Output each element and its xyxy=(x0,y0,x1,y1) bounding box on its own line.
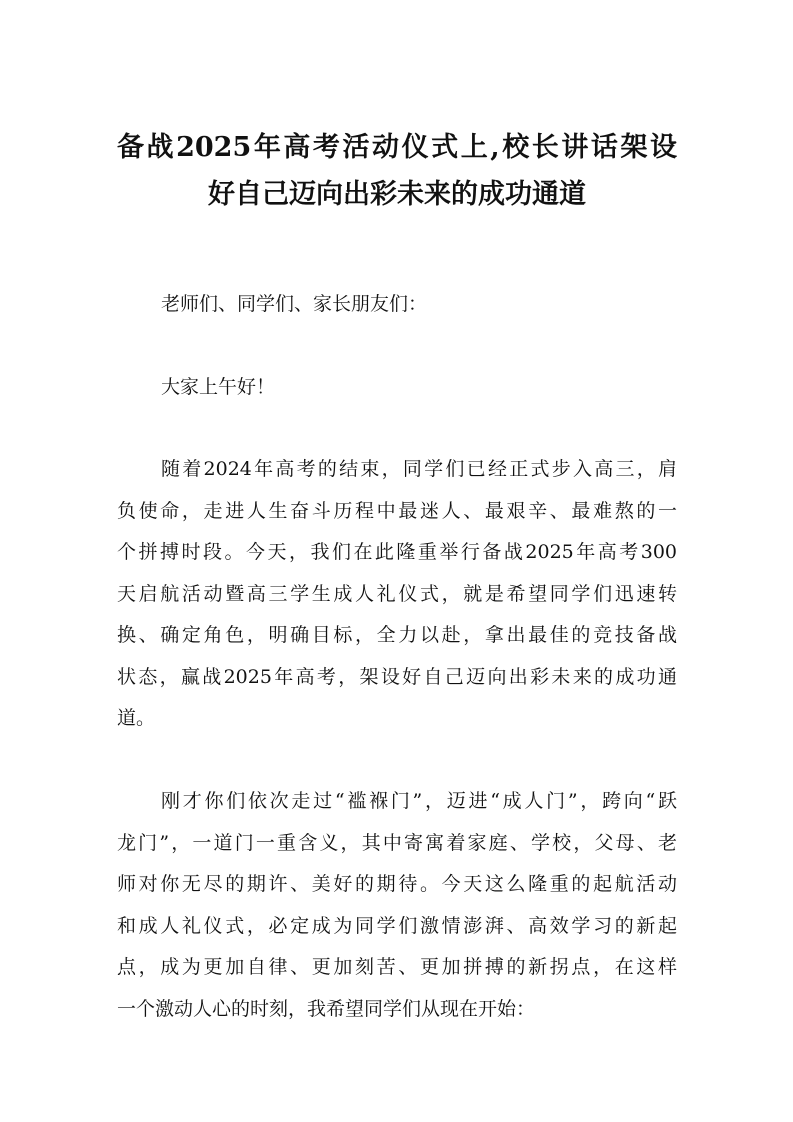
paragraph-line: 状态，赢战2025年高考，架设好自己迈向出彩未来的成功通 xyxy=(117,665,677,688)
paragraph-line: 随着2024年高考的结束，同学们已经正式步入高三，肩 xyxy=(161,458,677,480)
salutation-block xyxy=(117,284,677,326)
paragraph-line: 师对你无尽的期许、美好的期待。今天这么隆重的起航活动 xyxy=(117,873,677,895)
paragraph-line: 刚才你们依次走过“褴褓门”，迈进“成人门”，跨向“跃 xyxy=(161,790,677,812)
salutation: 老师们、同学们、家长朋友们： xyxy=(161,293,428,315)
paragraph-2 xyxy=(117,781,677,1030)
paragraph-line: 和成人礼仪式，必定成为同学们激情澎湃、高效学习的新起 xyxy=(117,914,677,937)
paragraph-1 xyxy=(117,449,677,740)
paragraph-line: 龙门”，一道门一重含义，其中寄寓着家庭、学校，父母、老 xyxy=(117,831,677,854)
paragraph-line: 天启航活动暨高三学生成人礼仪式，就是希望同学们迅速转 xyxy=(117,582,677,605)
paragraph-line: 换、确定角色，明确目标，全力以赴，拿出最佳的竞技备战 xyxy=(117,624,677,646)
greeting: 大家上午好！ xyxy=(161,376,276,398)
paragraph-line: 负使命，走进人生奋斗历程中最迷人、最艰辛、最难熬的一 xyxy=(117,499,677,522)
document-title xyxy=(117,124,677,218)
title-line-2: 好自己迈向出彩未来的成功通道 xyxy=(208,179,586,210)
greeting-block xyxy=(117,367,677,409)
paragraph-line: 道。 xyxy=(117,707,156,729)
paragraph-line: 一个激动人心的时刻，我希望同学们从现在开始： xyxy=(117,997,536,1020)
paragraph-line: 个拼搏时段。今天，我们在此隆重举行备战2025年高考300 xyxy=(117,541,677,563)
title-line-1: 备战2025年高考活动仪式上,校长讲话架设 xyxy=(117,132,677,163)
paragraph-line: 点，成为更加自律、更加刻苦、更加拼搏的新拐点，在这样 xyxy=(117,956,677,978)
